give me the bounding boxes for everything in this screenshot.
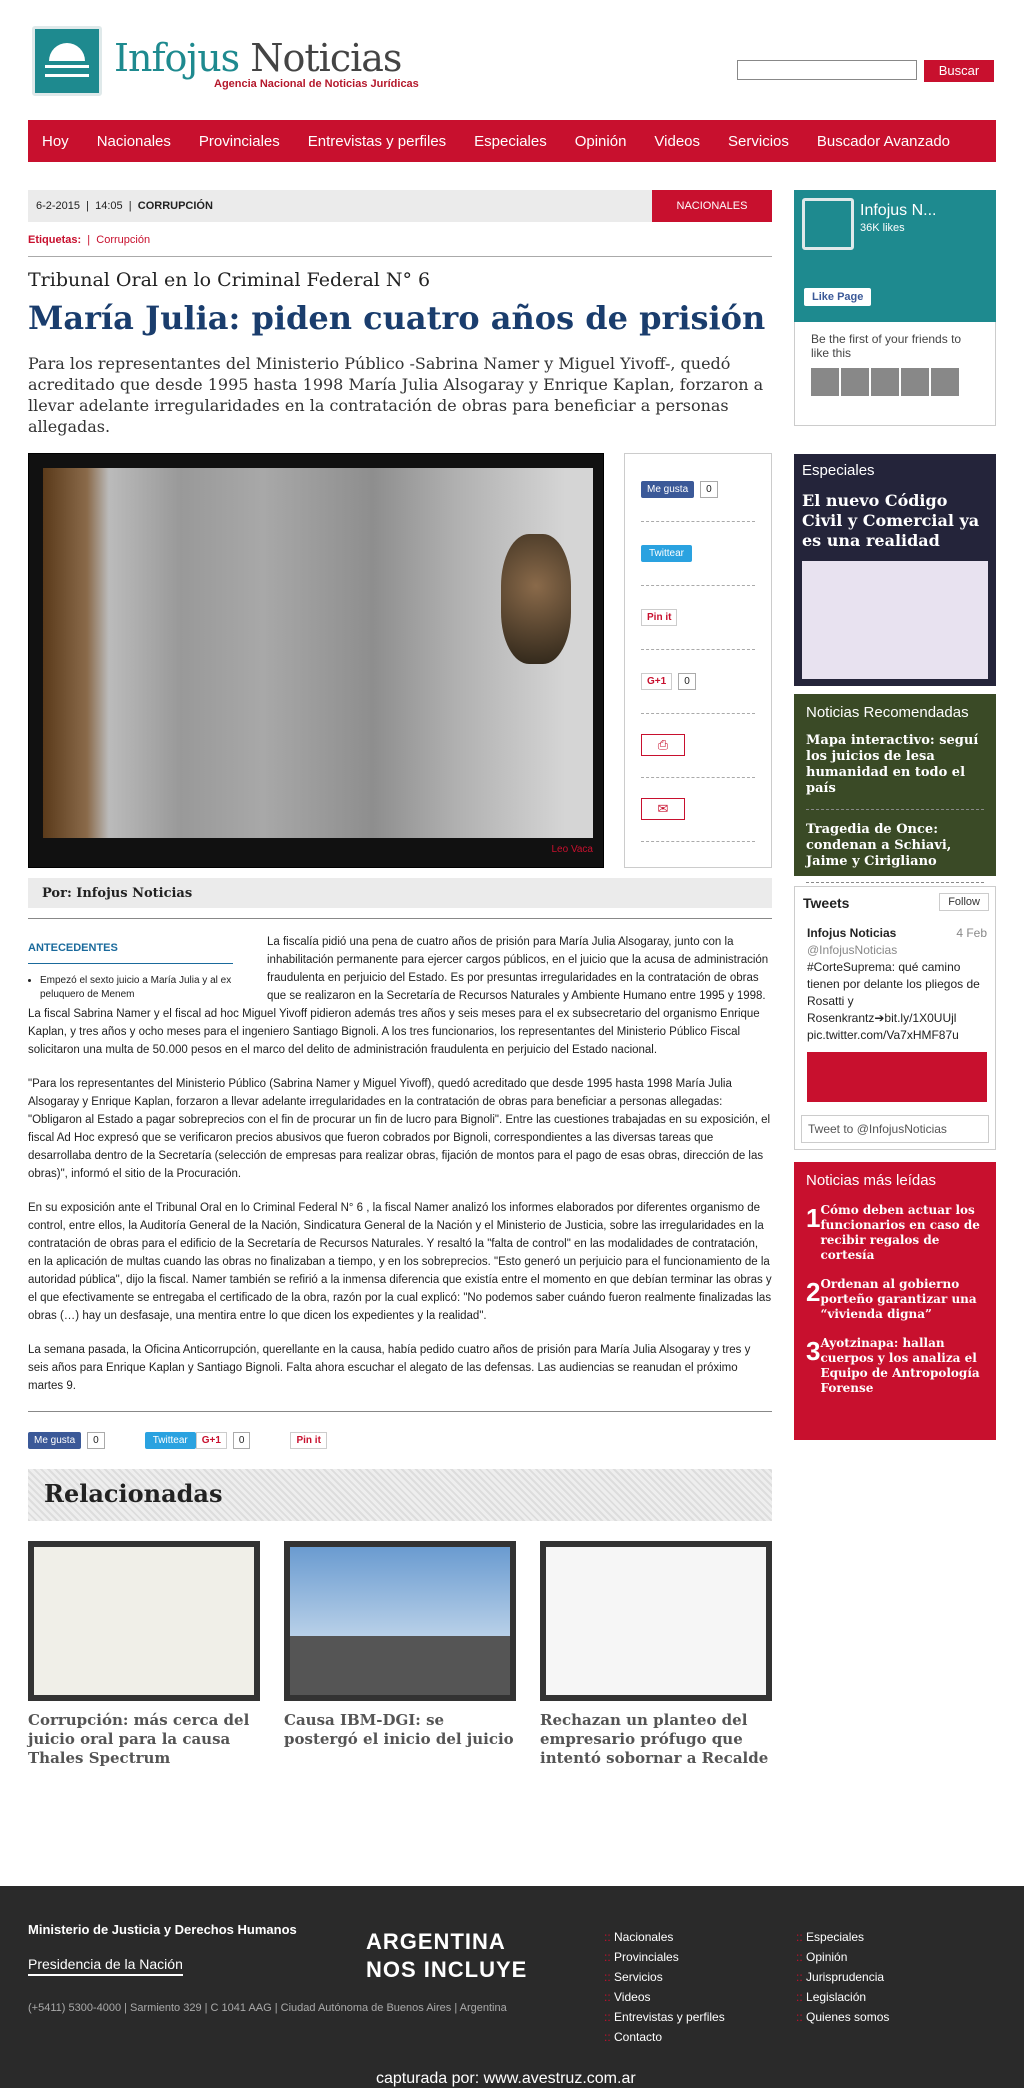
category-badge[interactable]: NACIONALES xyxy=(652,190,772,222)
footer-links-col2 xyxy=(796,1930,889,2030)
share-sidebar xyxy=(624,453,772,868)
antecedentes-heading: ANTECEDENTES xyxy=(28,939,233,964)
tag-link[interactable]: Corrupción xyxy=(96,234,151,246)
photo-credit: Leo Vaca xyxy=(551,844,593,855)
sidebar xyxy=(794,190,996,1440)
site-footer xyxy=(0,1886,1024,2088)
rank-number: 1 xyxy=(806,1203,821,1233)
related-list xyxy=(28,1541,772,1768)
article-section[interactable]: CORRUPCIÓN xyxy=(137,200,213,212)
site-header xyxy=(28,22,996,102)
body-paragraph: La fiscalía pidió una pena de cuatro años de prisión para María Julia Alsogaray, junto con la inhabilitación permanente para ejercer cargos públicos, en el juicio que la acusa de administración fraudulenta en perjuicio del Estado. Es por presuntas irregularidades en la contratación de obras que se realizaron en la Secretaría de Recursos Naturales y Ambiente Humano entre 1995 y 1998. La fiscal Sabrina Namer y el fiscal ad hoc Miguel Yivoff pidieron además tres años y seis meses para el ex subsecretario del organismo Enrique Kaplan, y tres años y ocho meses para el ingeniero Santiago Bignoli. A los tres funcionarios, los representantes del Ministerio Público Fiscal solicitaron una multa de 50.000 pesos en el marco del delito de administración fraudulenta en perjuicio del Estado nacional. xyxy=(28,936,769,1056)
article-photo xyxy=(28,453,604,868)
email-icon[interactable]: ✉ xyxy=(641,798,685,820)
argentina-logo xyxy=(366,1928,527,1984)
fb-count-bottom: 0 xyxy=(87,1432,105,1449)
gplus-count: 0 xyxy=(678,673,696,690)
main-nav xyxy=(28,120,996,162)
related-title[interactable]: Rechazan un planteo del empresario prófugo que intentó sobornar a Recalde xyxy=(540,1711,769,1767)
recomendada-item[interactable]: Tragedia de Once: condenan a Schiavi, Jaime y Cirigliano xyxy=(806,822,984,883)
related-item[interactable] xyxy=(28,1541,260,1768)
fb-count: 0 xyxy=(700,481,718,498)
tweets-heading: Tweets xyxy=(803,895,850,911)
related-item[interactable] xyxy=(540,1541,772,1768)
rank-number: 3 xyxy=(806,1336,821,1366)
tags-row: Etiquetas: | Corrupción xyxy=(28,234,772,257)
tweet-to-input[interactable]: Tweet to @InfojusNoticias xyxy=(801,1115,989,1143)
tags-label: Etiquetas: xyxy=(28,234,82,246)
especiales-image[interactable] xyxy=(802,561,988,679)
mas-leidas-title[interactable]: Ordenan al gobierno porteño garantizar una “vivienda digna” xyxy=(820,1277,977,1321)
footer-link[interactable]: :: Nacionales xyxy=(604,1930,725,1950)
avatar[interactable] xyxy=(901,368,929,396)
argentina-text: ARGENTINA xyxy=(366,1929,506,1954)
person-image xyxy=(501,534,571,664)
article-column xyxy=(28,190,772,1768)
pin-button[interactable]: Pin it xyxy=(641,609,677,626)
site-logo-text[interactable]: Infojus Noticias xyxy=(114,36,402,80)
pin-button-bottom[interactable]: Pin it xyxy=(290,1432,326,1449)
footer-address: (+5411) 5300-4000 | Sarmiento 329 | C 1041 AAG | Ciudad Autónoma de Buenos Aires | Argentina xyxy=(28,2002,507,2014)
footer-link[interactable]: :: Videos xyxy=(604,1990,725,2010)
recomendadas-box xyxy=(794,694,996,876)
nav-nacionales[interactable]: Nacionales xyxy=(96,132,171,150)
mas-leidas-box xyxy=(794,1162,996,1440)
article-kicker: Tribunal Oral en lo Criminal Federal N° 6 xyxy=(28,269,431,291)
fb-friends-text: Be the first of your friends to like this xyxy=(811,332,962,360)
fb-like-button-bottom[interactable]: Me gusta xyxy=(28,1432,81,1449)
recomendadas-heading: Noticias Recomendadas xyxy=(806,704,969,721)
tweet-user[interactable]: Infojus Noticias xyxy=(807,926,897,940)
related-thumb[interactable] xyxy=(28,1541,260,1701)
fb-page-name[interactable]: Infojus N... xyxy=(860,202,937,219)
tweet-button[interactable]: Twittear xyxy=(641,545,692,562)
nav-videos[interactable]: Videos xyxy=(654,132,701,150)
nav-buscador[interactable]: Buscador Avanzado xyxy=(816,132,951,150)
gplus-count-bottom: 0 xyxy=(233,1432,251,1449)
related-heading: Relacionadas xyxy=(28,1469,772,1521)
related-thumb[interactable] xyxy=(540,1541,772,1701)
footer-link[interactable]: :: Opinión xyxy=(796,1950,889,1970)
fb-like-page-button[interactable]: Like Page xyxy=(804,288,871,306)
recomendada-item[interactable]: Mapa interactivo: seguí los juicios de lesa humanidad en todo el país xyxy=(806,733,984,810)
article-time: 14:05 xyxy=(95,200,123,212)
nav-especiales[interactable]: Especiales xyxy=(474,132,547,150)
search-button[interactable]: Buscar xyxy=(924,60,994,82)
mas-leidas-item[interactable] xyxy=(806,1336,984,1396)
article-lead: Para los representantes del Ministerio Público -Sabrina Namer y Miguel Yivoff-, quedó acreditado que desde 1995 hasta 1998 María Julia Alsogaray y Enrique Kaplan, forzaron a llevar adelante irregularidades en la contratación de obras para beneficiar a personas allegadas. xyxy=(28,354,764,436)
fb-page-widget xyxy=(794,190,996,322)
capture-credit: capturada por: www.avestruz.com.ar xyxy=(376,2070,636,2087)
nav-entrevistas[interactable]: Entrevistas y perfiles xyxy=(307,132,447,150)
article-author: Por: Infojus Noticias xyxy=(28,878,772,908)
nav-opinion[interactable]: Opinión xyxy=(574,132,627,150)
footer-link[interactable]: :: Provinciales xyxy=(604,1950,725,1970)
bottom-share-bar xyxy=(28,1411,772,1449)
especiales-title[interactable]: El nuevo Código Civil y Comercial ya es una realidad xyxy=(802,491,980,550)
nos-incluye-text: NOS INCLUYE xyxy=(366,1957,528,1982)
avatar[interactable] xyxy=(811,368,839,396)
gplus-button[interactable]: G+1 xyxy=(641,673,672,690)
footer-link[interactable]: :: Especiales xyxy=(796,1930,889,1950)
nav-provinciales[interactable]: Provinciales xyxy=(198,132,280,150)
related-thumb[interactable] xyxy=(284,1541,516,1701)
site-tagline: Agencia Nacional de Noticias Jurídicas xyxy=(214,78,419,90)
presidencia-label[interactable]: Presidencia de la Nación xyxy=(28,1956,183,1976)
footer-link[interactable]: :: Quienes somos xyxy=(796,2010,889,2030)
related-title[interactable]: Causa IBM-DGI: se postergó el inicio del juicio xyxy=(284,1711,514,1748)
article-body xyxy=(28,933,772,1395)
article-title: María Julia: piden cuatro años de prisión xyxy=(28,299,766,337)
tweet xyxy=(803,925,987,1102)
footer-link[interactable]: :: Jurisprudencia xyxy=(796,1970,889,1990)
fb-like-button[interactable]: Me gusta xyxy=(641,481,694,498)
gplus-button-bottom[interactable]: G+1 xyxy=(196,1432,227,1449)
nav-hoy[interactable]: Hoy xyxy=(42,132,69,150)
footer-link[interactable]: :: Legislación xyxy=(796,1990,889,2010)
footer-link[interactable]: :: Contacto xyxy=(604,2030,725,2050)
tweet-button-bottom[interactable]: Twittear xyxy=(145,1432,196,1449)
related-item[interactable] xyxy=(284,1541,516,1768)
tweet-text: #CorteSuprema: qué camino tienen por delante los pliegos de Rosatti y Rosenkrantz➔bit.ly/1X0UUjl pic.twitter.com/Va7xHMF87u xyxy=(807,960,980,1042)
tweet-date[interactable]: 4 Feb xyxy=(956,926,987,940)
infojus-logo-icon xyxy=(802,198,854,250)
related-title[interactable]: Corrupción: más cerca del juicio oral para la causa Thales Spectrum xyxy=(28,1711,250,1767)
antecedentes-link[interactable]: • Empezó el sexto juicio a María Julia y al ex peluquero de Menem xyxy=(40,974,233,1002)
article-meta: 6-2-2015 | 14:05 | CORRUPCIÓN NACIONALES xyxy=(28,190,772,222)
mas-leidas-heading: Noticias más leídas xyxy=(806,1172,937,1189)
mas-leidas-item[interactable] xyxy=(806,1203,984,1263)
tweets-widget xyxy=(794,886,996,1150)
footer-links-col1 xyxy=(604,1930,725,2050)
print-icon[interactable]: ⎙ xyxy=(641,734,685,756)
rank-number: 2 xyxy=(806,1277,821,1307)
especiales-heading: Especiales xyxy=(802,462,875,479)
mas-leidas-title[interactable]: Ayotzinapa: hallan cuerpos y los analiza el Equipo de Antropología Forense xyxy=(820,1336,980,1395)
fb-likes: 36K likes xyxy=(860,222,905,234)
body-paragraph: "Para los representantes del Ministerio Público (Sabrina Namer y Miguel Yivoff), quedó acreditado que desde 1995 hasta 1998 María Julia Alsogaray y Enrique Kaplan, forzaron a llevar adelante irregularidades en la contratación de obras para beneficiar a personas allegadas: "Obligaron al Estado a pagar sobreprecios con el fin de procurar un fin de lucro para Bignoli". Entre las cuestiones trabajadas en su exposición, el fiscal Ad Hoc expresó que se verificaron precios abusivos que fueron cobrados por Bignoli, correspondientes a las diversas tareas que desarrollaba dentro de la Secretaría (selección de empresas para realizar obras, fijación de montos para el pago de esas obras, dirección de las obras)", informó el sitio de la Procuración. xyxy=(28,1078,771,1180)
especiales-box[interactable] xyxy=(794,454,996,686)
avatar[interactable] xyxy=(931,368,959,396)
tweet-image[interactable] xyxy=(807,1052,987,1102)
article-date: 6-2-2015 xyxy=(36,200,81,212)
fb-friends xyxy=(794,322,996,426)
avatar[interactable] xyxy=(841,368,869,396)
avatar[interactable] xyxy=(871,368,899,396)
follow-button[interactable]: Follow xyxy=(939,893,989,911)
search-input[interactable] xyxy=(737,60,917,80)
ministerio-label: Ministerio de Justicia y Derechos Humanos xyxy=(28,1922,297,1937)
footer-link[interactable]: :: Servicios xyxy=(604,1970,725,1990)
tweet-handle[interactable]: @InfojusNoticias xyxy=(807,943,898,957)
nav-servicios[interactable]: Servicios xyxy=(728,132,789,150)
mas-leidas-item[interactable] xyxy=(806,1277,984,1322)
body-paragraph: En su exposición ante el Tribunal Oral en lo Criminal Federal N° 6 , la fiscal Namer analizó los informes elaborados por diferentes organismo de control, entre ellos, la Auditoría General de la Nación, Sindicatura General de la Nación y el Ministerio de Justicia, sobre las irregularidades en la contratación de obras para el edificio de la Secretaría de Recursos Naturales. Y resaltó la "falta de control" en las modalidades de contratación, en la aplicación de multas cuando las obras no finalizaban a tiempo, y en los sobreprecios. "Esto generó un perjuicio para el funcionamiento de la autoridad pública", dijo la fiscal. Namer también se refirió a la inmensa diferencia que existía entre el momento en que debían terminar las obras y el que efectivamente se entregaba el certificado de la obra, razón por la cual explicó: "No podemos saber cuándo fueron realmente finalizadas las obras (…) hay un desfasaje, una mentira entre lo que dicen los expedientes y la realidad". xyxy=(28,1202,772,1322)
infojus-logo-icon[interactable] xyxy=(32,26,102,96)
antecedentes-box xyxy=(28,939,233,1002)
mas-leidas-title[interactable]: Cómo deben actuar los funcionarios en caso de recibir regalos de cortesía xyxy=(820,1203,980,1262)
footer-link[interactable]: :: Entrevistas y perfiles xyxy=(604,2010,725,2030)
body-paragraph: La semana pasada, la Oficina Anticorrupción, querellante en la causa, había pedido cuatro años de prisión para María Julia Alsogaray y tres y seis años para Enrique Kaplan y Santiago Bignoli. Falta ahora escuchar el alegato de las defensas. Las audiencias se reanudan el próximo martes 9. xyxy=(28,1344,751,1392)
article-media xyxy=(28,453,772,868)
